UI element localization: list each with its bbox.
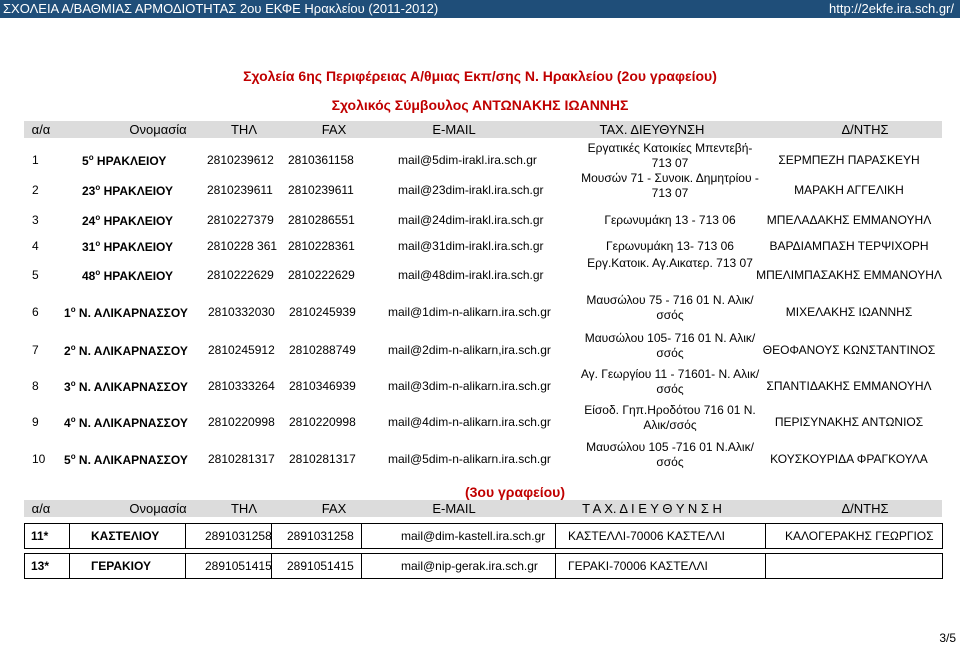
table-row — [24, 403, 942, 443]
address: ΓΕΡΑΚΙ-70006 ΚΑΣΤΕΛΛΙ — [568, 559, 708, 573]
school-name — [82, 213, 173, 228]
table-row — [24, 256, 942, 296]
row-number: 6 — [32, 305, 39, 319]
col-fax: FAX — [321, 122, 347, 137]
director: ΠΕΡΙΣΥΝΑΚΗΣ ΑΝΤΩΝΙΟΣ — [774, 415, 924, 429]
fax: 2891051415 — [287, 559, 354, 573]
phone: 2810220998 — [208, 415, 275, 429]
director: ΜΙΧΕΛΑΚΗΣ ΙΩΑΝΝΗΣ — [785, 305, 913, 319]
phone: 2810281317 — [208, 452, 275, 466]
office-subtitle: (3ου γραφείου) — [464, 484, 565, 500]
email-link: mail@4dim-n-alikarn.ira.sch.gr — [388, 415, 551, 429]
ordinal: 23 — [82, 184, 96, 198]
table-row — [24, 141, 942, 181]
fax: 2891031258 — [287, 529, 354, 543]
ordinal: 3 — [64, 380, 71, 394]
col-tel: ΤΗΛ — [230, 122, 258, 137]
director: ΚΟΥΣΚΟΥΡΙΔΑ ΦΡΑΓΚΟΥΛΑ — [770, 452, 928, 466]
school-name — [82, 153, 166, 168]
table-header-2 — [24, 500, 942, 517]
director: ΜΠΕΛΙΜΠΑΣΑΚΗΣ ΕΜΜΑΝΟΥΗΛ — [756, 268, 942, 282]
school-name — [82, 183, 173, 198]
ordinal-suffix: ο — [70, 305, 76, 314]
table-row — [24, 553, 943, 579]
email-link: mail@5dim-n-alikarn.ira.sch.gr — [388, 452, 551, 466]
address: Είσοδ. Γηπ.Ηροδότου 716 01 Ν. Αλικ/σσός — [584, 403, 756, 432]
ordinal: 4 — [64, 416, 71, 430]
row-number: 5 — [32, 268, 39, 282]
school-name-text: Ν. ΑΛΙΚΑΡΝΑΣΣΟΥ — [75, 416, 188, 430]
fax: 2810288749 — [289, 343, 356, 357]
director: ΣΕΡΜΠΕΖΗ ΠΑΡΑΣΚΕΥΗ — [778, 153, 920, 167]
col-name: Ονομασία — [129, 501, 187, 516]
phone: 2810228 361 — [207, 239, 278, 253]
table-row — [24, 237, 942, 267]
phone: 2810239612 — [207, 153, 274, 167]
address: ΚΑΣΤΕΛΛΙ-70006 ΚΑΣΤΕΛΛΙ — [568, 529, 725, 543]
director: ΣΠΑΝΤΙΔΑΚΗΣ ΕΜΜΑΝΟΥΗΛ — [766, 379, 932, 393]
cell-divider — [69, 554, 70, 578]
phone: 2810239611 — [207, 183, 273, 197]
header-left-text: ΣΧΟΛΕΙΑ Α/ΒΑΘΜΙΑΣ ΑΡΜΟΔΙΟΤΗΤΑΣ 2ου ΕΚΦΕ Ηρακλείου (2011-2012) — [3, 1, 439, 16]
ordinal: 31 — [82, 240, 96, 254]
cell-divider — [185, 524, 186, 548]
email-link: mail@dim-kastell.ira.sch.gr — [401, 529, 546, 543]
fax: 2810361158 — [288, 153, 354, 167]
ordinal: 2 — [64, 344, 71, 358]
school-name — [82, 268, 173, 283]
cell-divider — [361, 524, 362, 548]
school-name — [64, 415, 188, 430]
address: Μαυσώλου 105- 716 01 Ν. Αλικ/σσός — [584, 331, 756, 360]
ordinal: 5 — [64, 453, 71, 467]
row-number: 10 — [32, 452, 46, 466]
address: Εργατικές Κατοικίες Μπεντεβή- 713 07 — [587, 141, 753, 170]
ordinal-suffix: ο — [70, 379, 76, 388]
col-email: E-MAIL — [432, 501, 476, 516]
col-mgr: Δ/ΝΤΗΣ — [841, 501, 889, 516]
address: Αγ. Γεωργίου 11 - 71601- Ν. Αλικ/σσός — [580, 367, 760, 396]
col-aa: α/α — [31, 122, 51, 137]
row-number: 13* — [31, 559, 50, 573]
page-title: Σχολεία 6ης Περιφέρειας Α/θμιας Εκπ/σης Ν. Ηρακλείου (2ου γραφείου) — [243, 68, 717, 84]
col-tel: ΤΗΛ — [230, 501, 258, 516]
fax: 2810245939 — [289, 305, 356, 319]
col-fax: FAX — [321, 501, 347, 516]
fax: 2810220998 — [289, 415, 356, 429]
fax: 2810281317 — [289, 452, 356, 466]
email-link: mail@nip-gerak.ira.sch.gr — [401, 559, 538, 573]
cell-divider — [361, 554, 362, 578]
ordinal: 5 — [82, 154, 89, 168]
address: Μαυσώλου 105 -716 01 Ν.Αλικ/σσός — [586, 440, 754, 469]
school-name-text: Ν. ΑΛΙΚΑΡΝΑΣΣΟΥ — [75, 306, 188, 320]
ordinal-suffix: ο — [70, 452, 76, 461]
col-name: Ονομασία — [129, 122, 187, 137]
phone: 2891031258 — [205, 529, 272, 543]
ordinal: 1 — [64, 306, 71, 320]
table-header — [24, 121, 942, 138]
director: ΜΠΕΛΑΔΑΚΗΣ ΕΜΜΑΝΟΥΗΛ — [766, 213, 932, 227]
director: ΘΕΟΦΑΝΟΥΣ ΚΩΝΣΤΑΝΤΙΝΟΣ — [762, 343, 936, 357]
row-number: 4 — [32, 239, 39, 253]
cell-divider — [555, 554, 556, 578]
fax: 2810239611 — [288, 183, 354, 197]
email-link: mail@24dim-irakl.ira.sch.gr — [398, 213, 544, 227]
address: Μαυσώλου 75 - 716 01 Ν. Αλικ/σσός — [586, 293, 754, 322]
col-addr: Τ Α Χ. Δ Ι Ε Υ Θ Υ Ν Σ Η — [582, 501, 722, 516]
ordinal-suffix: ο — [95, 213, 101, 222]
school-name — [64, 305, 188, 320]
phone: 2810227379 — [207, 213, 274, 227]
phone: 2810245912 — [208, 343, 275, 357]
address: Γερωνυμάκη 13- 713 06 — [606, 239, 734, 253]
table-row — [24, 523, 943, 549]
email-link: mail@3dim-n-alikarn.ira.sch.gr — [388, 379, 551, 393]
school-name-text: Ν. ΑΛΙΚΑΡΝΑΣΣΟΥ — [75, 344, 188, 358]
email-link: mail@23dim-irakl.ira.sch.gr — [398, 183, 544, 197]
phone: 2810332030 — [208, 305, 275, 319]
fax: 2810286551 — [288, 213, 355, 227]
row-number: 8 — [32, 379, 39, 393]
phone: 2810333264 — [208, 379, 275, 393]
address: Μουσών 71 - Συνοικ. Δημητρίου - 713 07 — [581, 171, 759, 200]
row-number: 7 — [32, 343, 39, 357]
school-name — [64, 379, 188, 394]
cell-divider — [765, 524, 766, 548]
director: ΜΑΡΑΚΗ ΑΓΓΕΛΙΚΗ — [794, 183, 904, 197]
address: Εργ.Κατοικ. Αγ.Αικατερ. 713 07 — [587, 256, 753, 270]
fax: 2810346939 — [289, 379, 356, 393]
table-row — [24, 367, 942, 407]
cell-divider — [765, 554, 766, 578]
director: ΚΑΛΟΓΕΡΑΚΗΣ ΓΕΩΡΓΙΟΣ — [785, 529, 934, 543]
school-name-text: ΗΡΑΚΛΕΙΟΥ — [100, 240, 174, 254]
cell-divider — [69, 524, 70, 548]
row-number: 1 — [32, 153, 39, 167]
phone: 2810222629 — [207, 268, 274, 282]
ordinal-suffix: ο — [95, 183, 101, 192]
cell-divider — [555, 524, 556, 548]
fax: 2810222629 — [288, 268, 355, 282]
page-number: 3/5 — [939, 631, 956, 645]
school-name — [82, 239, 173, 254]
table-row — [24, 440, 942, 480]
ordinal-suffix: ο — [95, 268, 101, 277]
header-bar — [0, 0, 960, 18]
header-url-text: http://2ekfe.ira.sch.gr/ — [828, 1, 954, 16]
advisor-title: Σχολικός Σύμβουλος ΑΝΤΩΝΑΚΗΣ ΙΩΑΝΝΗΣ — [331, 97, 629, 113]
col-email: E-MAIL — [432, 122, 476, 137]
email-link: mail@2dim-n-alikarn,ira.sch.gr — [388, 343, 551, 357]
ordinal-suffix: ο — [88, 153, 94, 162]
school-name-text: ΗΡΑΚΛΕΙΟΥ — [93, 154, 167, 168]
row-number: 3 — [32, 213, 39, 227]
phone: 2891051415 — [205, 559, 272, 573]
email-link: mail@5dim-irakl.ira.sch.gr — [398, 153, 537, 167]
table-row — [24, 293, 942, 333]
col-mgr: Δ/ΝΤΗΣ — [841, 122, 889, 137]
table-row — [24, 171, 942, 211]
director: ΒΑΡΔΙΑΜΠΑΣΗ ΤΕΡΨΙΧΟΡΗ — [769, 239, 929, 253]
school-name-text: ΗΡΑΚΛΕΙΟΥ — [100, 214, 174, 228]
fax: 2810228361 — [288, 239, 355, 253]
ordinal-suffix: ο — [95, 239, 101, 248]
ordinal: 24 — [82, 214, 96, 228]
cell-divider — [185, 554, 186, 578]
school-name: ΓΕΡΑΚΙΟΥ — [91, 559, 151, 573]
address: Γερωνυμάκη 13 - 713 06 — [604, 213, 736, 227]
ordinal-suffix: ο — [70, 415, 76, 424]
school-name-text: Ν. ΑΛΙΚΑΡΝΑΣΣΟΥ — [75, 380, 188, 394]
email-link: mail@48dim-irakl.ira.sch.gr — [398, 268, 544, 282]
school-name — [64, 452, 188, 467]
row-number: 9 — [32, 415, 39, 429]
ordinal-suffix: ο — [70, 343, 76, 352]
col-aa: α/α — [31, 501, 51, 516]
school-name-text: Ν. ΑΛΙΚΑΡΝΑΣΣΟΥ — [75, 453, 188, 467]
table-row — [24, 331, 942, 371]
school-name — [64, 343, 188, 358]
ordinal: 48 — [82, 269, 96, 283]
email-link: mail@31dim-irakl.ira.sch.gr — [398, 239, 544, 253]
row-number: 2 — [32, 183, 39, 197]
col-addr: ΤΑΧ. ΔΙΕΥΘΥΝΣΗ — [599, 122, 705, 137]
school-name: ΚΑΣΤΕΛΙΟΥ — [91, 529, 160, 543]
email-link: mail@1dim-n-alikarn.ira.sch.gr — [388, 305, 551, 319]
row-number: 11* — [31, 529, 49, 543]
school-name-text: ΗΡΑΚΛΕΙΟΥ — [100, 184, 174, 198]
school-name-text: ΗΡΑΚΛΕΙΟΥ — [100, 269, 174, 283]
